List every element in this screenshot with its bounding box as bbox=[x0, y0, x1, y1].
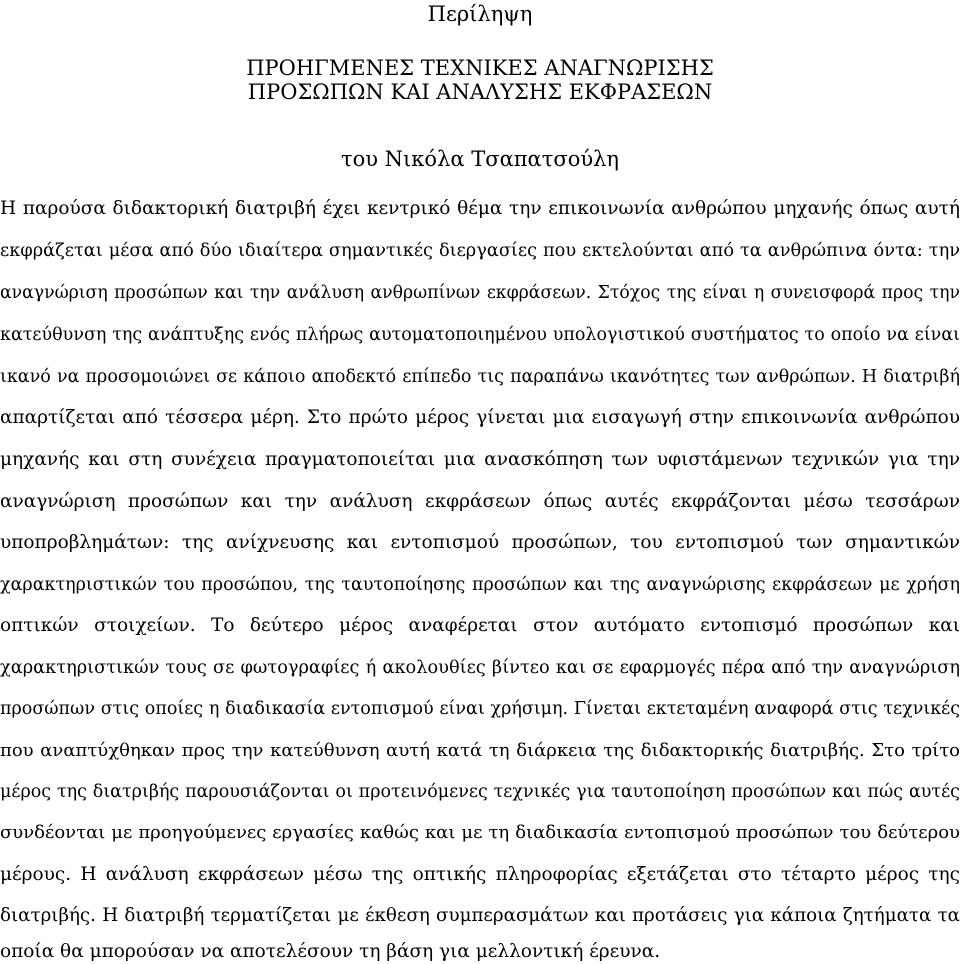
author-line: του Νικόλα Τσαπατσούλη bbox=[340, 147, 619, 171]
abstract-line: οποία θα μπορούσαν να αποτελέσουν τη βάση για μελλοντική έρευνα. bbox=[0, 941, 661, 962]
abstract-line: μέρους. Η ανάλυση εκφράσεων μέσω της οπτικής πληροφορίας εξετάζεται στο τέταρτο μέρος της bbox=[0, 864, 960, 885]
abstract-line: χαρακτηριστικών του προσώπου, της ταυτοποίησης προσώπων και της αναγνώρισης εκφράσεων με χρήση bbox=[0, 575, 960, 595]
abstract-line: κατεύθυνση της ανάπτυξης ενός πλήρως αυτοματοποιημένου υπολογιστικού συστήματος το οποίο να είναι bbox=[0, 325, 960, 345]
summary-heading: Περίληψη bbox=[427, 2, 533, 26]
thesis-title-line-2: ΠΡΟΣΩΠΩΝ ΚΑΙ ΑΝΑΛΥΣΗΣ ΕΚΦΡΑΣΕΩΝ bbox=[247, 80, 713, 104]
abstract-line: Η παρούσα διδακτορική διατριβή έχει κεντρικό θέμα την επικοινωνία ανθρώπου μηχανής όπως αυτή bbox=[0, 198, 960, 219]
abstract-line: που αναπτύχθηκαν προς την κατεύθυνση αυτή κατά τη διάρκεια της διδακτορικής διατριβής. Στο τρίτο bbox=[0, 740, 960, 761]
abstract-line: υποπροβλημάτων: της ανίχνευσης και εντοπισμού προσώπων, του εντοπισμού των σημαντικών bbox=[0, 532, 960, 553]
abstract-line: χαρακτηριστικών τους σε φωτογραφίες ή ακολουθίες βίντεο και σε εφαρμογές πέρα από την αναγνώριση bbox=[0, 658, 960, 678]
abstract-line: ικανό να προσομοιώνει σε κάποιο αποδεκτό επίπεδο τις παραπάνω ικανότητες των ανθρώπων. Η διατριβή bbox=[0, 367, 960, 387]
abstract-line: αναγνώριση προσώπων και την ανάλυση ανθρωπίνων εκφράσεων. Στόχος της είναι η συνεισφορά προς την bbox=[0, 283, 960, 303]
abstract-line: εκφράζεται μέσα από δύο ιδιαίτερα σημαντικές διεργασίες που εκτελούνται από τα ανθρώπινα όντα: την bbox=[0, 241, 960, 261]
abstract-line: μηχανής και στη συνέχεια πραγματοποιείται μια ανασκόπηση των υφιστάμενων τεχνικών για την bbox=[0, 449, 960, 470]
abstract-line: οπτικών στοιχείων. Το δεύτερο μέρος αναφέρεται στον αυτόματο εντοπισμό προσώπων και bbox=[0, 615, 960, 636]
abstract-line: προσώπων στις οποίες η διαδικασία εντοπισμού είναι χρήσιμη. Γίνεται εκτεταμένη αναφορά στις τεχνικές bbox=[0, 699, 960, 719]
abstract-line: διατριβής. Η διατριβή τερματίζεται με έκθεση συμπερασμάτων και προτάσεις για κάποια ζητήματα τα bbox=[0, 905, 960, 926]
thesis-title-line-1: ΠΡΟΗΓΜΕΝΕΣ ΤΕΧΝΙΚΕΣ ΑΝΑΓΝΩΡΙΣΗΣ bbox=[246, 56, 714, 80]
abstract-line: συνδέονται με προηγούμενες εργασίες καθώς και με τη διαδικασία εντοπισμού προσώπων του δεύτερου bbox=[0, 822, 960, 843]
abstract-line: αναγνώριση προσώπων και την ανάλυση εκφράσεων όπως αυτές εκφράζονται μέσω τεσσάρων bbox=[0, 491, 960, 512]
abstract-line: απαρτίζεται από τέσσερα μέρη. Στο πρώτο μέρος γίνεται μια εισαγωγή στην επικοινωνία ανθρώπου bbox=[0, 407, 960, 428]
abstract-line: μέρος της διατριβής παρουσιάζονται οι προτεινόμενες τεχνικές για ταυτοποίηση προσώπων και πώς αυτές bbox=[0, 782, 960, 802]
